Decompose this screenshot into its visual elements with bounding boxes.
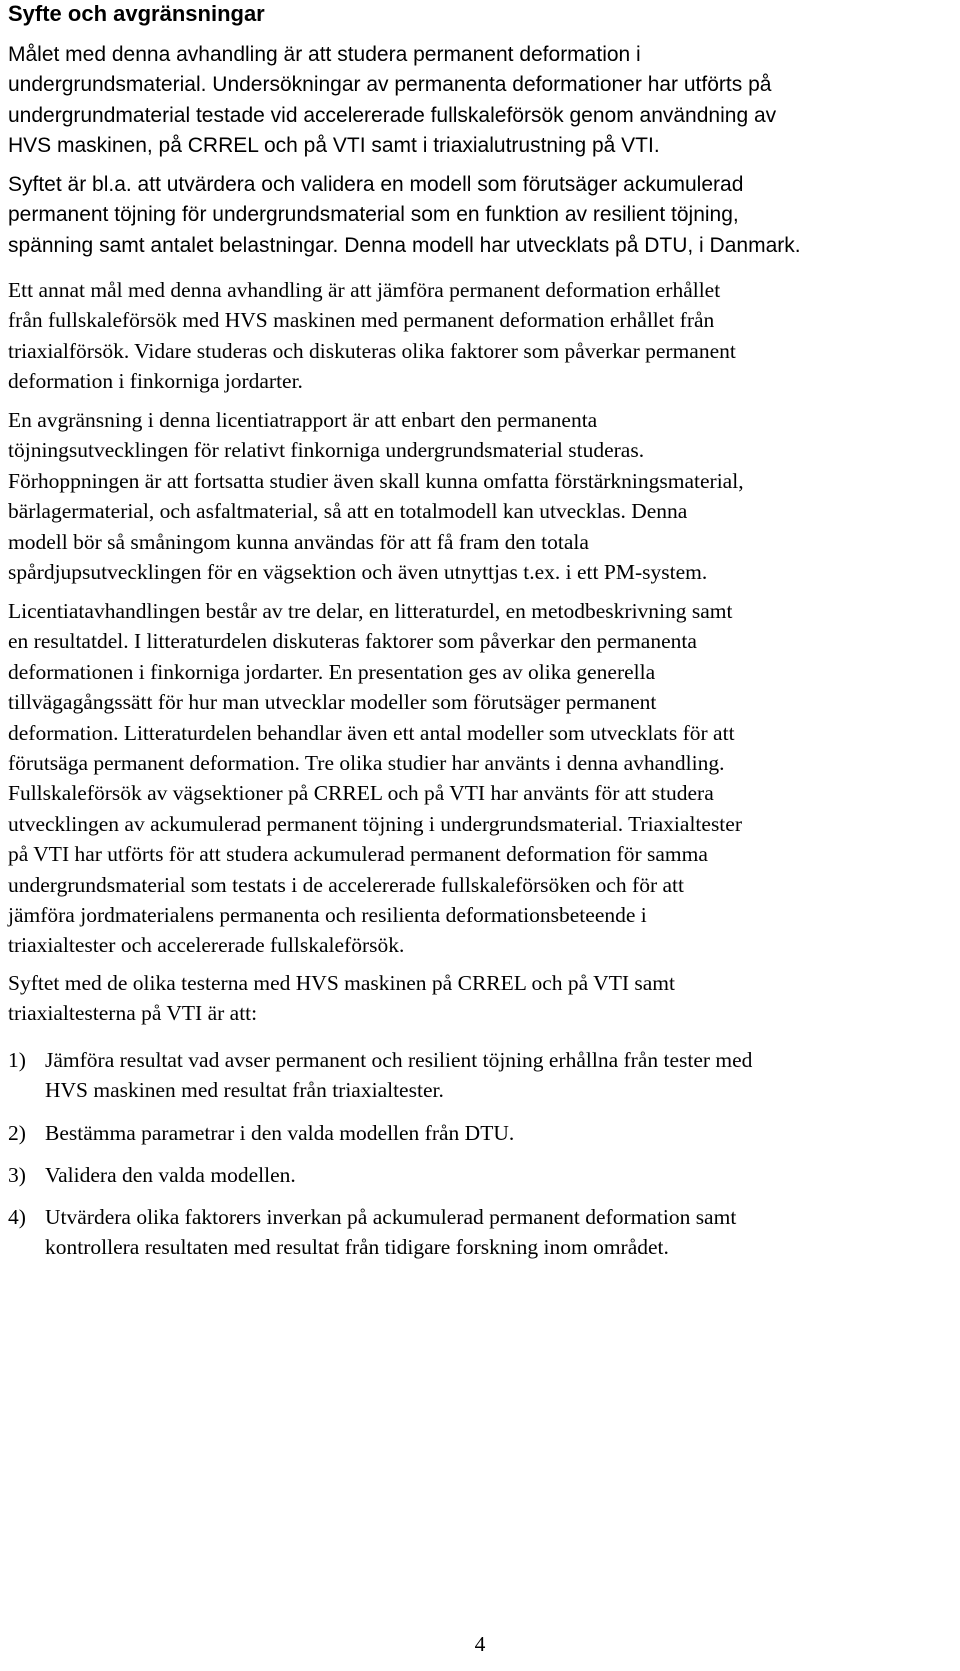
page-number: 4: [474, 1632, 486, 1656]
text-line: Utvärdera olika faktorers inverkan på ackumulerad permanent deformation samt: [45, 1205, 737, 1229]
text-line: Jämföra resultat vad avser permanent och resilient töjning erhållna från tester med: [45, 1048, 753, 1072]
text-line: bärlagermaterial, och asfaltmaterial, så att en totalmodell kan utvecklas. Denna: [8, 499, 688, 524]
section-heading: Syfte och avgränsningar: [8, 1, 265, 26]
text-line: på VTI har utförts för att studera ackumulerad permanent deformation för samma: [8, 842, 708, 867]
list-item-number: 4): [8, 1205, 26, 1229]
text-line: permanent töjning för undergrundsmaterial som en funktion av resilient töjning,: [8, 203, 739, 227]
text-line: Ett annat mål med denna avhandling är att jämföra permanent deformation erhållet: [8, 278, 721, 302]
paragraph-structure: [8, 596, 958, 961]
text-line: tillvägagångssätt för hur man utvecklar modeller som förutsäger permanent: [8, 690, 657, 715]
text-line: triaxialförsök. Vidare studeras och diskuteras olika faktorer som påverkar permanent: [8, 338, 736, 363]
text-line: jämföra jordmaterialens permanenta och resilienta deformationsbeteende i: [8, 903, 647, 928]
text-line: Syftet med de olika testerna med HVS maskinen på CRREL och på VTI samt: [8, 971, 675, 995]
text-line: spänning samt antalet belastningar. Denna modell har utvecklats på DTU, i Danmark.: [8, 233, 801, 257]
paragraph-aim: [8, 40, 958, 162]
text-line: En avgränsning i denna licentiatrapport är att enbart den permanenta: [8, 408, 598, 432]
text-line: undergrundsmaterial som testats i de accelererade fullskaleförsöken och för att: [8, 872, 684, 897]
text-line: deformation i finkorniga jordarter.: [8, 369, 303, 394]
text-line: HVS maskinen med resultat från triaxialtester.: [45, 1078, 444, 1103]
paragraph-purpose: [8, 170, 958, 261]
paragraph-test-purpose: [8, 968, 958, 1029]
list-item-text: [45, 1118, 950, 1148]
list-item-text: [45, 1202, 950, 1263]
paragraph-limitation: [8, 405, 958, 587]
text-line: deformation. Litteraturdelen behandlar även ett antal modeller som utvecklats för att: [8, 720, 735, 745]
text-line: förutsäga permanent deformation. Tre olika studier har använts i denna avhandling.: [8, 751, 725, 776]
text-line: HVS maskinen, på CRREL och på VTI samt i triaxialutrustning på VTI.: [8, 134, 660, 158]
text-line: Licentiatavhandlingen består av tre delar, en litteraturdel, en metodbeskrivning samt: [8, 599, 733, 623]
text-line: Bestämma parametrar i den valda modellen från DTU.: [45, 1121, 515, 1145]
text-line: Målet med denna avhandling är att studera permanent deformation i: [8, 43, 641, 66]
text-line: en resultatdel. I litteraturdelen diskuteras faktorer som påverkar den permanenta: [8, 629, 697, 654]
text-line: triaxialtester och accelererade fullskaleförsök.: [8, 933, 405, 958]
paragraph-other-aim: [8, 275, 958, 397]
text-line: töjningsutvecklingen för relativt finkorniga undergrundsmaterial studeras.: [8, 438, 645, 463]
list-item-number: 1): [8, 1048, 26, 1072]
text-line: Syftet är bl.a. att utvärdera och validera en modell som förutsäger ackumulerad: [8, 173, 744, 196]
text-line: modell bör så småningom kunna användas för att få fram den totala: [8, 529, 589, 554]
list-item-number: 2): [8, 1121, 26, 1145]
text-line: triaxialtesterna på VTI är att:: [8, 1001, 258, 1026]
text-line: undergrundsmaterial. Undersökningar av permanenta deformationer har utförts på: [8, 73, 772, 97]
text-line: från fullskaleförsök med HVS maskinen med permanent deformation erhållet från: [8, 308, 715, 333]
list-item-text: [45, 1045, 950, 1106]
text-line: kontrollera resultaten med resultat från tidigare forskning inom området.: [45, 1235, 669, 1260]
text-line: Förhoppningen är att fortsatta studier även skall kunna omfatta förstärkningsmaterial,: [8, 468, 744, 493]
text-line: spårdjupsutvecklingen för en vägsektion och även utnyttjas t.ex. i ett PM-system.: [8, 560, 708, 585]
text-line: Validera den valda modellen.: [45, 1163, 296, 1187]
list-item-text: [45, 1160, 950, 1190]
text-line: deformationen i finkorniga jordarter. En presentation ges av olika generella: [8, 659, 656, 684]
text-line: undergrundmaterial testade vid accelererade fullskaleförsök genom användning av: [8, 103, 777, 127]
text-line: Fullskaleförsök av vägsektioner på CRREL och på VTI har använts för att studera: [8, 781, 714, 806]
text-line: utvecklingen av ackumulerad permanent töjning i undergrundsmaterial. Triaxialtester: [8, 811, 742, 836]
list-item-number: 3): [8, 1163, 26, 1187]
